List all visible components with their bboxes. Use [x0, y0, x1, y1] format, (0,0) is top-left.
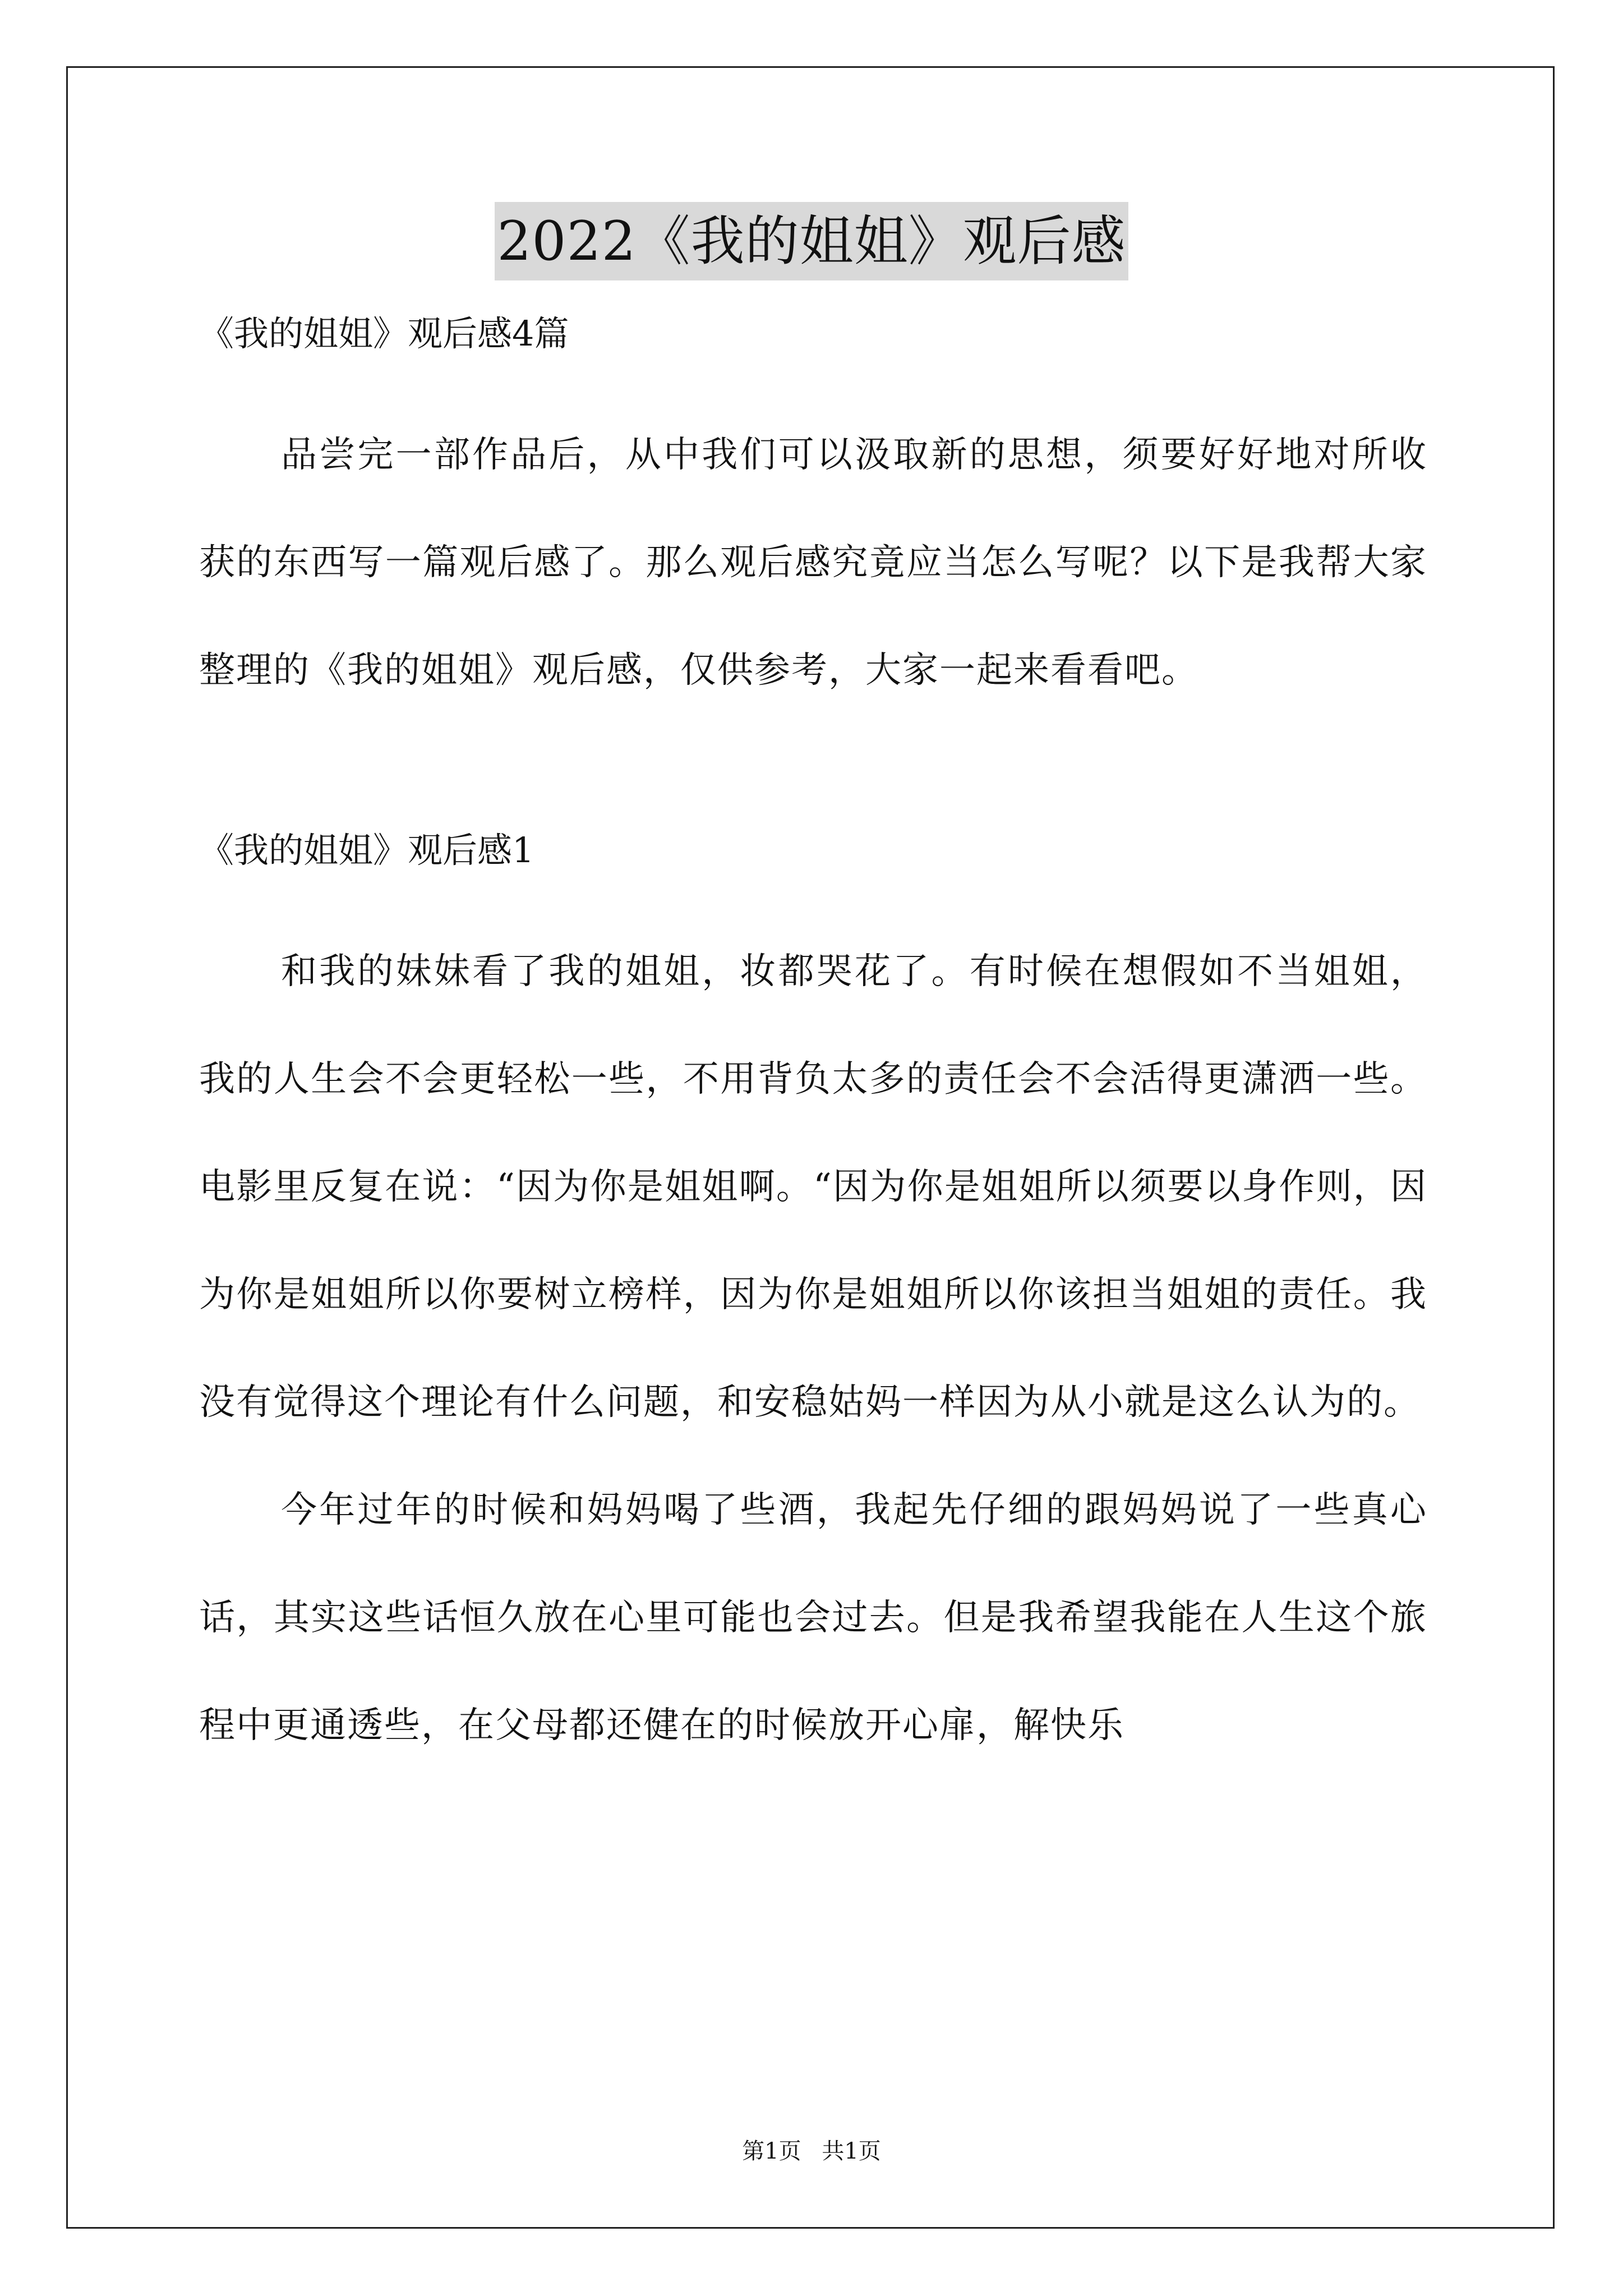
title-container — [0, 202, 1623, 280]
subtitle: 《我的姐姐》观后感4篇 — [199, 313, 569, 354]
document-title: 2022《我的姐姐》观后感 — [495, 202, 1128, 280]
spacer — [199, 362, 1427, 401]
paragraph-1: 和我的妹妹看了我的姐姐，妆都哭花了。有时候在想假如不当姐姐，我的人生会不会更轻松一些，不用背负太多的责任会不会活得更潇洒一些。电影里反复在说：“因为你是姐姐啊。“因为你是姐姐所以须要以身作则，因为你是姐姐所以你要树立榜样，因为你是姐姐所以你该担当姐姐的责任。我没有觉得这个理论有什么问题，和安稳姑妈一样因为从小就是这么认为的。 — [199, 951, 1427, 1423]
intro-paragraph: 品尝完一部作品后，从中我们可以汲取新的思想，须要好好地对所收获的东西写一篇观后感了。那么观后感究竟应当怎么写呢？以下是我帮大家整理的《我的姐姐》观后感，仅供参考，大家一起来看看吧。 — [199, 434, 1427, 691]
page-total: 共1页 — [822, 2138, 881, 2164]
section-heading: 《我的姐姐》观后感1 — [199, 830, 534, 871]
document-body — [199, 306, 1427, 1779]
page-footer — [0, 2134, 1623, 2168]
spacer — [199, 724, 1427, 822]
paragraph-2: 今年过年的时候和妈妈喝了些酒，我起先仔细的跟妈妈说了一些真心话，其实这些话恒久放在心里可能也会过去。但是我希望我能在人生这个旅程中更通透些，在父母都还健在的时候放开心扉，解快乐 — [199, 1489, 1427, 1746]
spacer — [199, 878, 1427, 918]
page-number: 第1页 — [742, 2138, 801, 2164]
